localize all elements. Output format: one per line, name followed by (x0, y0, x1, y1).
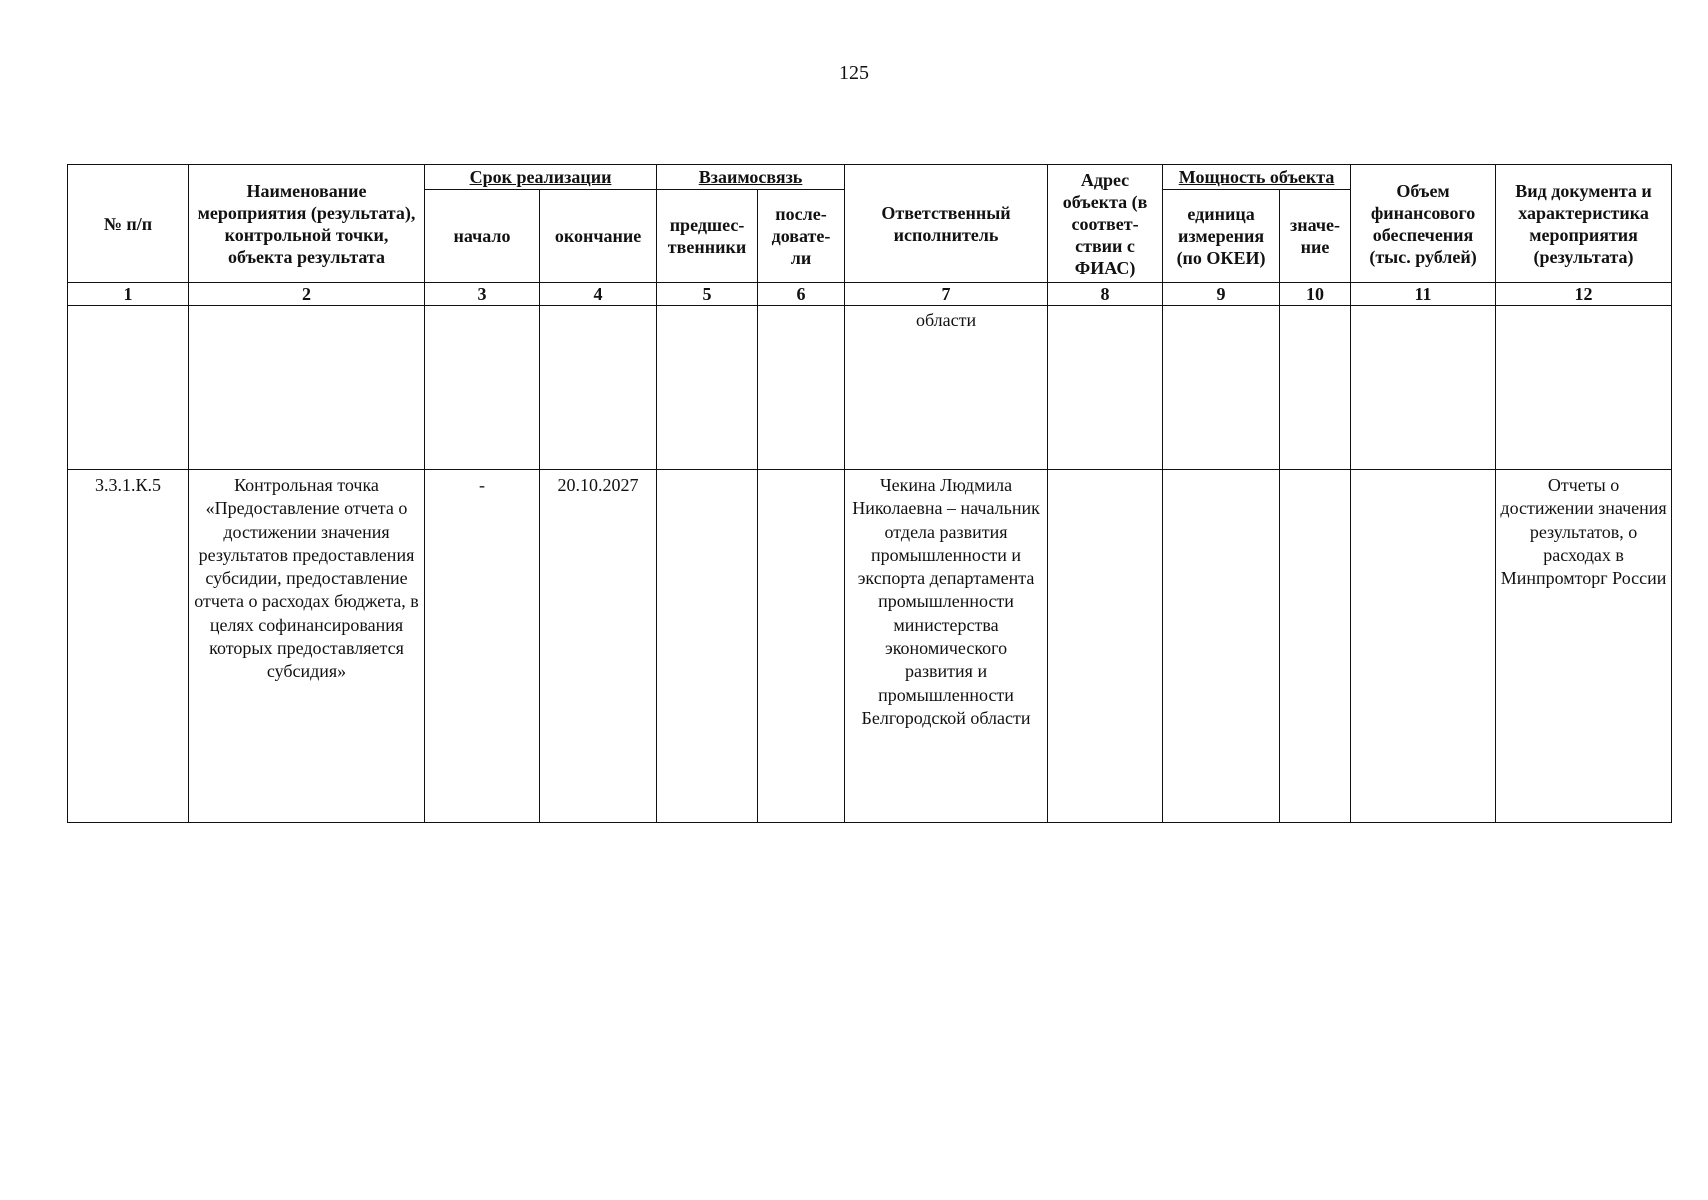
cell-empty (1048, 306, 1163, 470)
page-number: 125 (839, 62, 869, 84)
column-number: 7 (845, 283, 1048, 306)
header-start: начало (425, 190, 540, 283)
column-number: 5 (657, 283, 758, 306)
cell-value (1280, 470, 1351, 823)
cell-doc-type: Отчеты о достижении значения результатов, о расходах в Минпромторг России (1496, 470, 1672, 823)
cell-executor: Чекина Людмила Николаевна – начальник отдела развития промышленности и экспорта департамента промышленности министерства экономического развития и промышленности Белгородской области (845, 470, 1048, 823)
table-row (68, 470, 1672, 823)
cell-empty (68, 306, 189, 470)
cell-address (1048, 470, 1163, 823)
column-number: 11 (1351, 283, 1496, 306)
cell-empty (189, 306, 425, 470)
header-num: № п/п (68, 165, 189, 283)
cell-empty (540, 306, 657, 470)
cell-empty (1280, 306, 1351, 470)
cell-empty (657, 306, 758, 470)
column-number: 3 (425, 283, 540, 306)
column-number: 9 (1163, 283, 1280, 306)
column-number-row (68, 283, 1672, 306)
cell-empty (1496, 306, 1672, 470)
column-number: 8 (1048, 283, 1163, 306)
header-unit: единица измерения (по ОКЕИ) (1163, 190, 1280, 283)
cell-successors (758, 470, 845, 823)
cell-end: 20.10.2027 (540, 470, 657, 823)
cell-finance (1351, 470, 1496, 823)
column-number: 6 (758, 283, 845, 306)
column-number: 2 (189, 283, 425, 306)
header-successors: после-довате-ли (758, 190, 845, 283)
column-number: 1 (68, 283, 189, 306)
header-value: значе-ние (1280, 190, 1351, 283)
column-number: 12 (1496, 283, 1672, 306)
cell-predecessors (657, 470, 758, 823)
header-name: Наименование мероприятия (результата), контрольной точки, объекта результата (189, 165, 425, 283)
cell-executor-continuation: области (845, 306, 1048, 470)
header-capacity-group: Мощность объекта (1163, 165, 1351, 190)
column-number: 10 (1280, 283, 1351, 306)
header-predecessors: предшес-твенники (657, 190, 758, 283)
continuation-row (68, 306, 1672, 470)
header-doc-type: Вид документа и характеристика мероприятия (результата) (1496, 165, 1672, 283)
header-link-group: Взаимосвязь (657, 165, 845, 190)
plan-table (67, 164, 1672, 823)
cell-num: 3.3.1.К.5 (68, 470, 189, 823)
cell-empty (425, 306, 540, 470)
header-address: Адрес объекта (в соответ-ствии с ФИАС) (1048, 165, 1163, 283)
header-end: окончание (540, 190, 657, 283)
cell-start: - (425, 470, 540, 823)
cell-empty (1351, 306, 1496, 470)
header-finance: Объем финансового обеспечения (тыс. рублей) (1351, 165, 1496, 283)
column-number: 4 (540, 283, 657, 306)
cell-unit (1163, 470, 1280, 823)
cell-name: Контрольная точка «Предоставление отчета о достижении значения результатов предоставления субсидии, предоставление отчета о расходах бюджета, в целях софинансирования которых предоставляется субсидия» (189, 470, 425, 823)
cell-empty (1163, 306, 1280, 470)
header-executor: Ответственный исполнитель (845, 165, 1048, 283)
header-period-group: Срок реализации (425, 165, 657, 190)
cell-empty (758, 306, 845, 470)
